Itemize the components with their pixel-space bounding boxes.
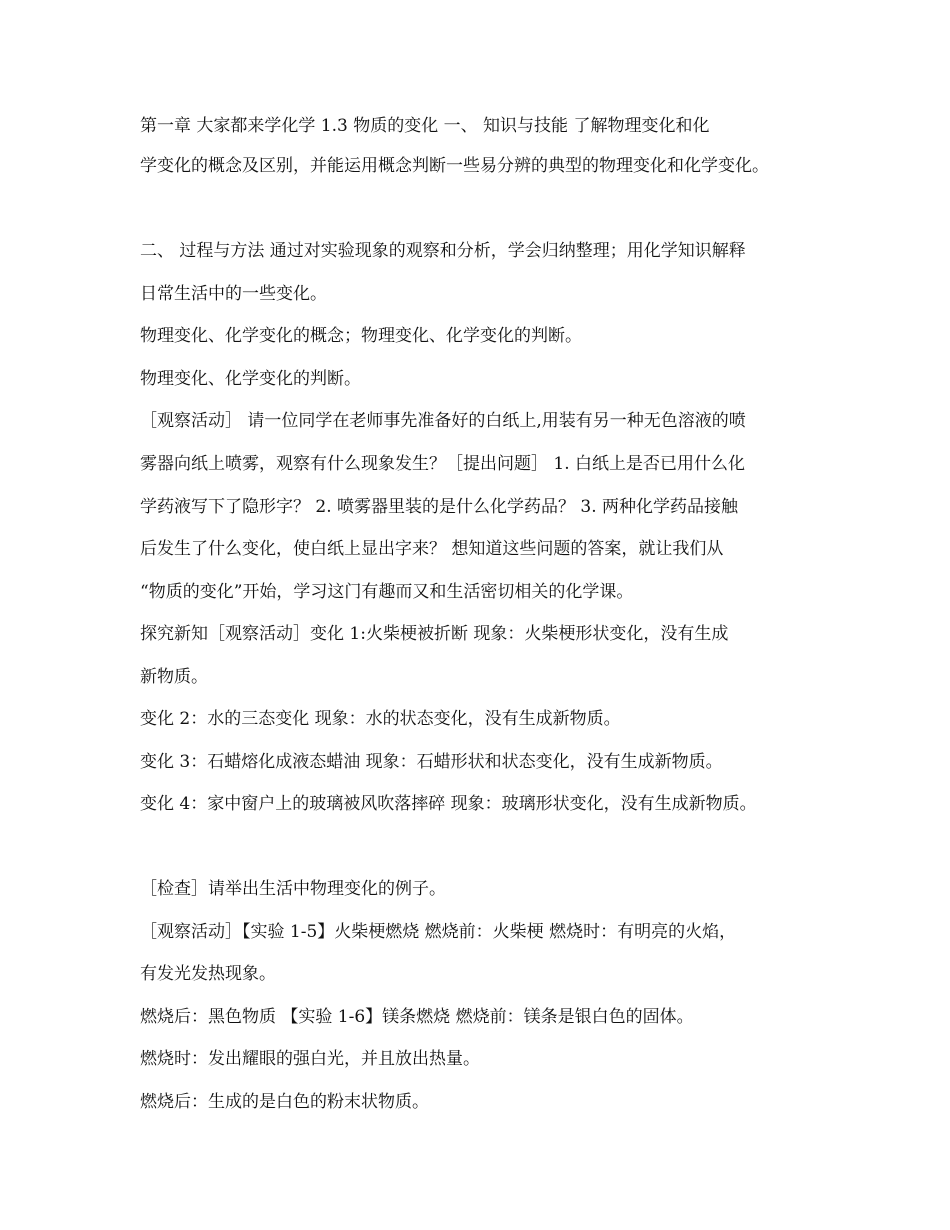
text-line-6: 物理变化、化学变化的判断。 <box>140 369 361 389</box>
text-line-13: 新物质。 <box>140 667 208 687</box>
text-line-18: ［观察活动］【实验 1-5】火柴梗燃烧 燃烧前：火柴梗 燃烧时：有明亮的火焰， <box>140 922 737 942</box>
text-line-15: 变化 3：石蜡熔化成液态蜡油 现象：石蜡形状和状态变化，没有生成新物质。 <box>140 752 723 772</box>
text-line-17: ［检查］请举出生活中物理变化的例子。 <box>140 879 446 899</box>
text-line-10: 后发生了什么变化，使白纸上显出字来？ 想知道这些问题的答案，就让我们从 <box>140 539 724 559</box>
text-line-11: “物质的变化”开始，学习这门有趣而又和生活密切相关的化学课。 <box>140 582 634 602</box>
text-line-22: 燃烧后：生成的是白色的粉末状物质。 <box>140 1092 429 1112</box>
text-line-14: 变化 2：水的三态变化 现象：水的状态变化，没有生成新物质。 <box>140 709 621 729</box>
text-line-2: 学变化的概念及区别，并能运用概念判断一些易分辨的典型的物理变化和化学变化。 <box>140 156 769 176</box>
text-line-19: 有发光发热现象。 <box>140 964 276 984</box>
text-line-1: 第一章 大家都来学化学 1.3 物质的变化 一、 知识与技能 了解物理变化和化 <box>140 116 710 136</box>
text-line-3: 二、 过程与方法 通过对实验现象的观察和分析，学会归纳整理；用化学知识解释 <box>140 241 746 261</box>
text-line-21: 燃烧时：发出耀眼的强白光，并且放出热量。 <box>140 1049 480 1069</box>
text-line-5: 物理变化、化学变化的概念；物理变化、化学变化的判断。 <box>140 326 582 346</box>
text-line-16: 变化 4：家中窗户上的玻璃被风吹落摔碎 现象：玻璃形状变化，没有生成新物质。 <box>140 794 757 814</box>
text-line-8: 雾器向纸上喷雾，观察有什么现象发生？［提出问题］ 1. 白纸上是否已用什么化 <box>140 454 746 474</box>
text-line-20: 燃烧后：黑色物质 【实验 1-6】镁条燃烧 燃烧前：镁条是银白色的固体。 <box>140 1007 694 1027</box>
text-line-12: 探究新知［观察活动］变化 1:火柴梗被折断 现象：火柴梗形状变化，没有生成 <box>140 624 729 644</box>
text-line-4: 日常生活中的一些变化。 <box>140 284 327 304</box>
text-line-7: ［观察活动］ 请一位同学在老师事先准备好的白纸上,用装有另一种无色溶液的喷 <box>140 411 746 431</box>
text-line-9: 学药液写下了隐形字？ 2. 喷雾器里装的是什么化学药品？ 3. 两种化学药品接触 <box>140 497 739 517</box>
